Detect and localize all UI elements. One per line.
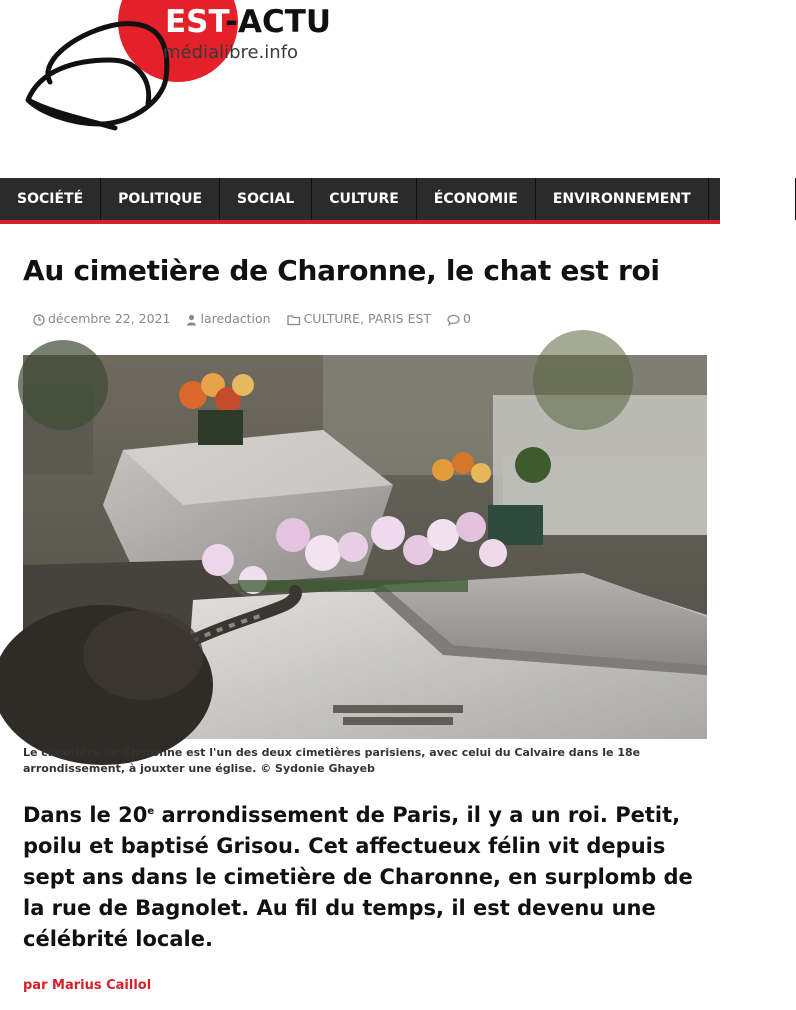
article-photo	[23, 355, 707, 739]
main-navigation	[0, 178, 778, 224]
article-meta	[33, 310, 471, 326]
nav-item-sport[interactable]: SPORT	[709, 178, 796, 220]
site-header	[0, 0, 720, 178]
meta-comments-link[interactable]: 0	[463, 311, 471, 326]
article-byline[interactable]: par Marius Caillol	[23, 978, 152, 993]
photo-caption: Le cimetière de Charonne est l'un des deux cimetières parisiens, avec celui du Calvaire dans le 18e arrondissement, à jouxter une église. © Sydonie Ghayeb	[23, 746, 641, 775]
logo-title: EST-ACTU	[165, 4, 332, 40]
logo-subtitle: médialibre.info	[163, 42, 299, 63]
comment-icon	[447, 314, 460, 326]
nav-item-societe[interactable]: SOCIÉTÉ	[0, 178, 101, 220]
cemetery-cat-photo	[23, 355, 707, 739]
nav-item-politique[interactable]: POLITIQUE	[101, 178, 220, 220]
nav-item-environnement[interactable]: ENVIRONNEMENT	[536, 178, 709, 220]
meta-author-link[interactable]: laredaction	[200, 311, 271, 326]
nav-item-social[interactable]: SOCIAL	[220, 178, 312, 220]
meta-categories	[287, 311, 431, 326]
meta-date	[33, 311, 171, 326]
folder-icon	[287, 314, 301, 326]
nav-item-culture[interactable]: CULTURE	[312, 178, 417, 220]
nav-item-economie[interactable]: ÉCONOMIE	[417, 178, 536, 220]
meta-author	[186, 311, 270, 326]
site-logo[interactable]	[20, 0, 340, 140]
clock-icon	[33, 314, 45, 326]
article-lead: Dans le 20e arrondissement de Paris, il y a un roi. Petit, poilu et baptisé Grisou. Cet affectueux félin vit depuis sept ans dans le cimetière de Charonne, en surplomb de la rue de Bagnolet. Au fil du temps, il est devenu une célébrité locale.	[23, 803, 693, 951]
meta-categories-link[interactable]: CULTURE, PARIS EST	[303, 311, 432, 326]
meta-date-link[interactable]: décembre 22, 2021	[48, 311, 171, 326]
user-icon	[186, 314, 197, 326]
article-title: Au cimetière de Charonne, le chat est roi	[23, 254, 660, 287]
meta-comments	[447, 311, 471, 326]
